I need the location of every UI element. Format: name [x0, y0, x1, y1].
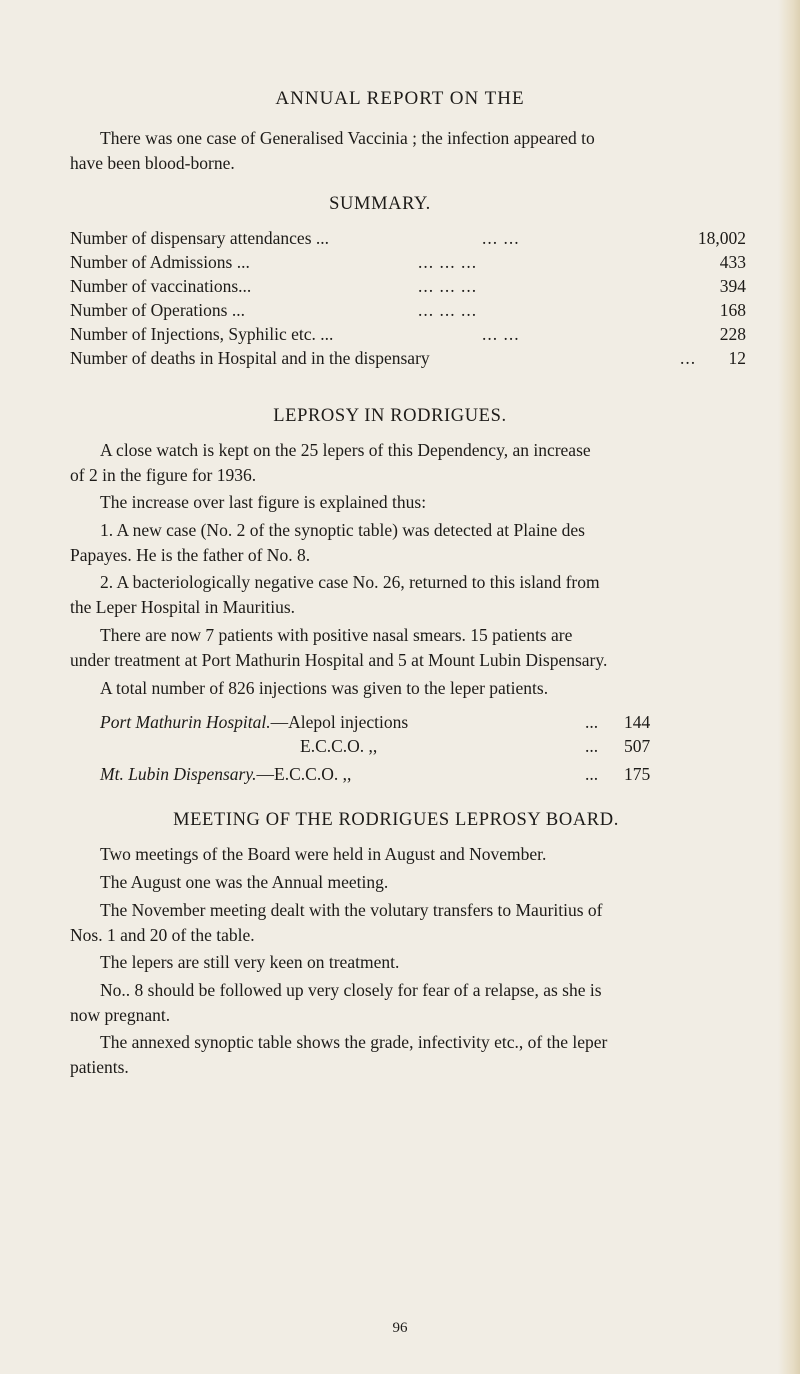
leprosy-paragraph: The increase over last figure is explained thus:	[100, 492, 427, 512]
intro-line-2: have been blood-borne.	[70, 153, 235, 173]
summary-label: Number of vaccinations...	[70, 276, 252, 296]
place-name: Mt. Lubin Dispensary.	[100, 764, 257, 784]
injection-desc: —E.C.C.O. ,,	[256, 764, 352, 784]
leprosy-paragraph: A close watch is kept on the 25 lepers of this Dependency, an increase	[100, 440, 591, 460]
leprosy-paragraph: 1. A new case (No. 2 of the synoptic table) was detected at Plaine des	[100, 520, 585, 540]
board-paragraph: Nos. 1 and 20 of the table.	[70, 925, 255, 945]
summary-value: 394	[719, 276, 746, 296]
leader-dots: ...	[585, 712, 599, 732]
leader-dots: ... ... ...	[418, 252, 478, 272]
board-heading: MEETING OF THE RODRIGUES LEPROSY BOARD.	[173, 810, 619, 830]
injection-count: 175	[624, 764, 651, 784]
summary-label: Number of Operations ...	[70, 300, 245, 320]
summary-row	[70, 324, 746, 348]
leader-dots: ...	[585, 736, 599, 756]
summary-row	[70, 348, 746, 372]
leprosy-paragraph: There are now 7 patients with positive nasal smears. 15 patients are	[100, 625, 573, 645]
board-paragraph: The November meeting dealt with the volutary transfers to Mauritius of	[100, 900, 603, 920]
board-paragraph: Two meetings of the Board were held in August and November.	[100, 844, 547, 864]
summary-row	[70, 300, 746, 324]
summary-value: 168	[719, 300, 746, 320]
board-paragraph: No.. 8 should be followed up very closely for fear of a relapse, as she is	[100, 980, 602, 1000]
injection-count: 144	[624, 712, 651, 732]
board-paragraph: The August one was the Annual meeting.	[100, 872, 389, 892]
summary-value: 12	[728, 348, 746, 368]
leader-dots: ... ...	[482, 228, 520, 248]
board-paragraph: The lepers are still very keen on treatment.	[100, 952, 400, 972]
injection-desc: E.C.C.O. ,,	[300, 736, 378, 756]
injection-count: 507	[624, 736, 651, 756]
summary-row	[70, 252, 746, 276]
summary-label: Number of Admissions ...	[70, 252, 250, 272]
leprosy-heading: LEPROSY IN RODRIGUES.	[273, 406, 507, 426]
summary-value: 433	[719, 252, 746, 272]
board-paragraph: The annexed synoptic table shows the grade, infectivity etc., of the leper	[100, 1032, 608, 1052]
page-edge-shading	[778, 0, 800, 1374]
intro-line-1: There was one case of Generalised Vaccinia ; the infection appeared to	[100, 128, 595, 148]
board-paragraph: patients.	[70, 1057, 129, 1077]
summary-value: 228	[719, 324, 746, 344]
leader-dots: ... ... ...	[418, 300, 478, 320]
leprosy-paragraph: Papayes. He is the father of No. 8.	[70, 545, 311, 565]
summary-value: 18,002	[697, 228, 746, 248]
summary-row	[70, 228, 746, 252]
leader-dots: ...	[585, 764, 599, 784]
summary-label: Number of dispensary attendances ...	[70, 228, 330, 248]
injection-desc: —Alepol injections	[270, 712, 409, 732]
running-header: ANNUAL REPORT ON THE	[275, 88, 525, 109]
leprosy-paragraph: under treatment at Port Mathurin Hospital and 5 at Mount Lubin Dispensary.	[70, 650, 608, 670]
leprosy-paragraph: A total number of 826 injections was given to the leper patients.	[100, 678, 549, 698]
leprosy-paragraph: of 2 in the figure for 1936.	[70, 465, 257, 485]
board-paragraph: now pregnant.	[70, 1005, 171, 1025]
summary-row	[70, 276, 746, 300]
leprosy-paragraph: 2. A bacteriologically negative case No. 26, returned to this island from	[100, 572, 600, 592]
page-number: 96	[392, 1320, 408, 1336]
leader-dots: ... ... ...	[418, 276, 478, 296]
summary-label: Number of deaths in Hospital and in the dispensary	[70, 348, 430, 368]
leader-dots: ... ...	[482, 324, 520, 344]
place-name: Port Mathurin Hospital.	[100, 712, 271, 732]
summary-heading: SUMMARY.	[329, 194, 431, 214]
summary-label: Number of Injections, Syphilic etc. ...	[70, 324, 334, 344]
leprosy-paragraph: the Leper Hospital in Mauritius.	[70, 597, 296, 617]
leader-dots: ...	[680, 348, 697, 368]
